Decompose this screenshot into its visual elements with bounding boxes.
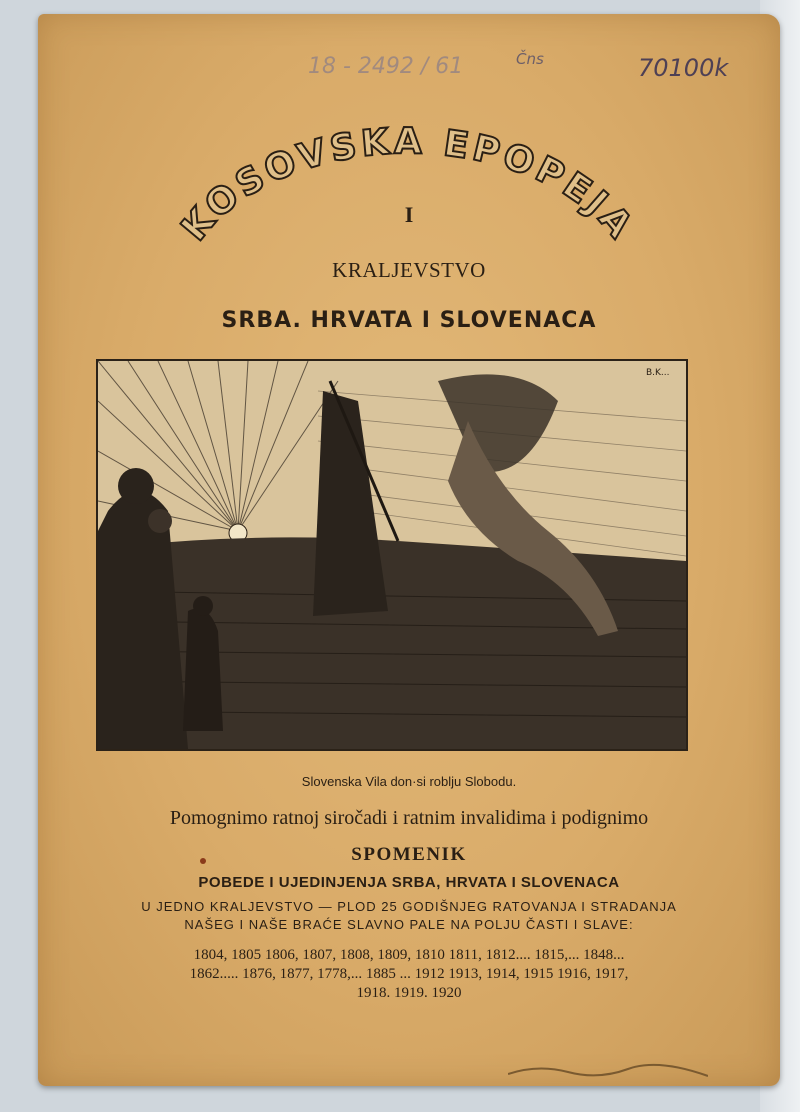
cover-illustration [96, 359, 688, 751]
war-years-list [68, 946, 750, 1003]
peoples-heading: SRBA. HRVATA I SLOVENACA [221, 308, 597, 333]
dedication-line: NAŠEG I NAŠE BRAĆE SLAVNO PALE NA POLJU ČASTI I SLAVE: [184, 917, 634, 932]
dedication-line: U JEDNO KRALJEVSTVO — PLOD 25 GODIŠNJEG RATOVANJA I STRADANJA [141, 899, 677, 914]
illustration-caption: Slovenska Vila don·si roblju Slobodu. [301, 774, 517, 789]
monument-heading: SPOMENIK [351, 844, 467, 865]
years-line: 1862..... 1876, 1877, 1778,... 1885 ... 1912 1913, 1914, 1915 1916, 1917, [189, 966, 629, 982]
pamphlet-cover [38, 14, 780, 1086]
arch-title-text: KOSOVSKA EPOPEJA [173, 121, 643, 249]
victory-heading: POBEDE I UJEDINJENJA SRBA, HRVATA I SLOVENACA [198, 874, 620, 891]
kingdom-heading: KRALJEVSTVO [332, 258, 486, 282]
handwritten-catalog-number: 18 - 2492 / 61 [308, 54, 464, 79]
illustration-signature: B.K... [646, 368, 670, 378]
years-line: 1918. 1919. 1920 [356, 985, 462, 1001]
title-conjunction: I [404, 202, 414, 227]
svg-text:KOSOVSKA EPOPEJA [174, 121, 643, 248]
years-line: 1804, 1805 1806, 1807, 1808, 1809, 1810 1811, 1812.... 1815,... 1848... [193, 947, 625, 963]
appeal-text: Pomognimo ratnoj siročadi i ratnim invalidima i podignimo [169, 807, 649, 829]
dedication-text [78, 898, 740, 934]
handwritten-inventory-number: 70100k [638, 54, 729, 82]
torn-edge-mark [508, 1054, 708, 1084]
handwritten-note: Čns [516, 50, 544, 68]
